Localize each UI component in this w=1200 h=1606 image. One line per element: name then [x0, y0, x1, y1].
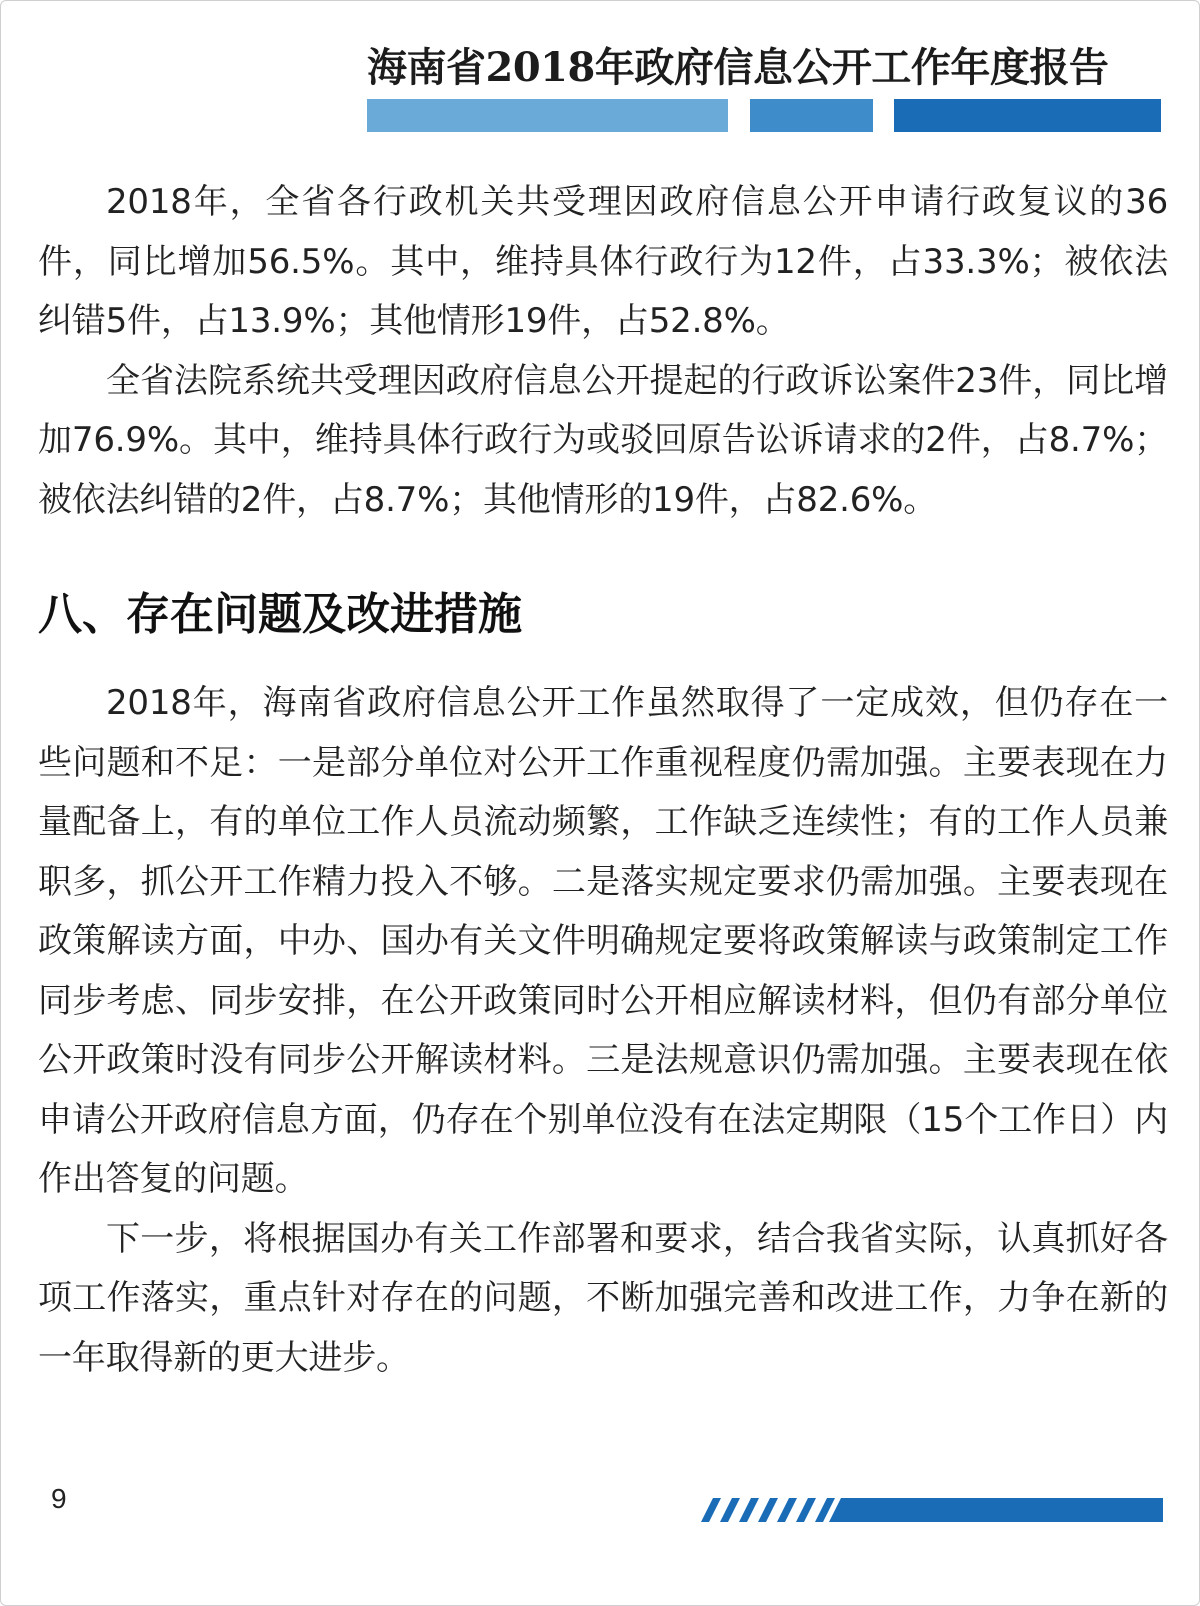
body-text-upper	[38, 173, 1168, 530]
paragraph-problems: 2018年，海南省政府信息公开工作虽然取得了一定成效，但仍存在一些问题和不足：一是部分单位对公开工作重视程度仍需加强。主要表现在力量配备上，有的单位工作人员流动频繁，工作缺乏连续性；有的工作人员兼职多，抓公开工作精力投入不够。二是落实规定要求仍需加强。主要表现在政策解读方面，中办、国办有关文件明确规定要将政策解读与政策制定工作同步考虑、同步安排，在公开政策同时公开相应解读材料，但仍有部分单位公开政策时没有同步公开解读材料。三是法规意识仍需加强。主要表现在依申请公开政府信息方面，仍存在个别单位没有在法定期限（15个工作日）内作出答复的问题。	[38, 683, 1168, 1199]
footer-stripe-decoration	[701, 1494, 1163, 1522]
footer-stripe	[701, 1498, 721, 1522]
footer-stripe	[739, 1498, 759, 1522]
footer-solid-bar	[829, 1498, 1163, 1522]
paragraph-litigation: 全省法院系统共受理因政府信息公开提起的行政诉讼案件23件，同比增加76.9%。其中，维持具体行政行为或驳回原告讼诉请求的2件，占8.7%；被依法纠错的2件，占8.7%；其他情形的19件，占82.6%。	[38, 360, 1168, 520]
report-title: 海南省2018年政府信息公开工作年度报告	[367, 44, 1109, 91]
header-bar-dark	[894, 99, 1161, 132]
footer-stripe	[777, 1498, 797, 1522]
footer-stripes	[701, 1498, 835, 1522]
page-number: 9	[51, 1483, 67, 1514]
paragraph-admin-review: 2018年，全省各行政机关共受理因政府信息公开申请行政复议的36件，同比增加56.5%。其中，维持具体行政行为12件，占33.3%；被依法纠错5件，占13.9%；其他情形19件，占52.8%。	[38, 182, 1168, 341]
paragraph-next-steps: 下一步，将根据国办有关工作部署和要求，结合我省实际，认真抓好各项工作落实，重点针对存在的问题，不断加强完善和改进工作，力争在新的一年取得新的更大进步。	[38, 1218, 1168, 1378]
body-text-lower	[38, 674, 1168, 1388]
header-bar-light	[367, 99, 728, 132]
footer-stripe	[758, 1498, 778, 1522]
footer-stripe	[720, 1498, 740, 1522]
header-bar-medium	[750, 99, 873, 132]
section-heading: 八、存在问题及改进措施	[38, 589, 522, 640]
footer-stripe	[796, 1498, 816, 1522]
